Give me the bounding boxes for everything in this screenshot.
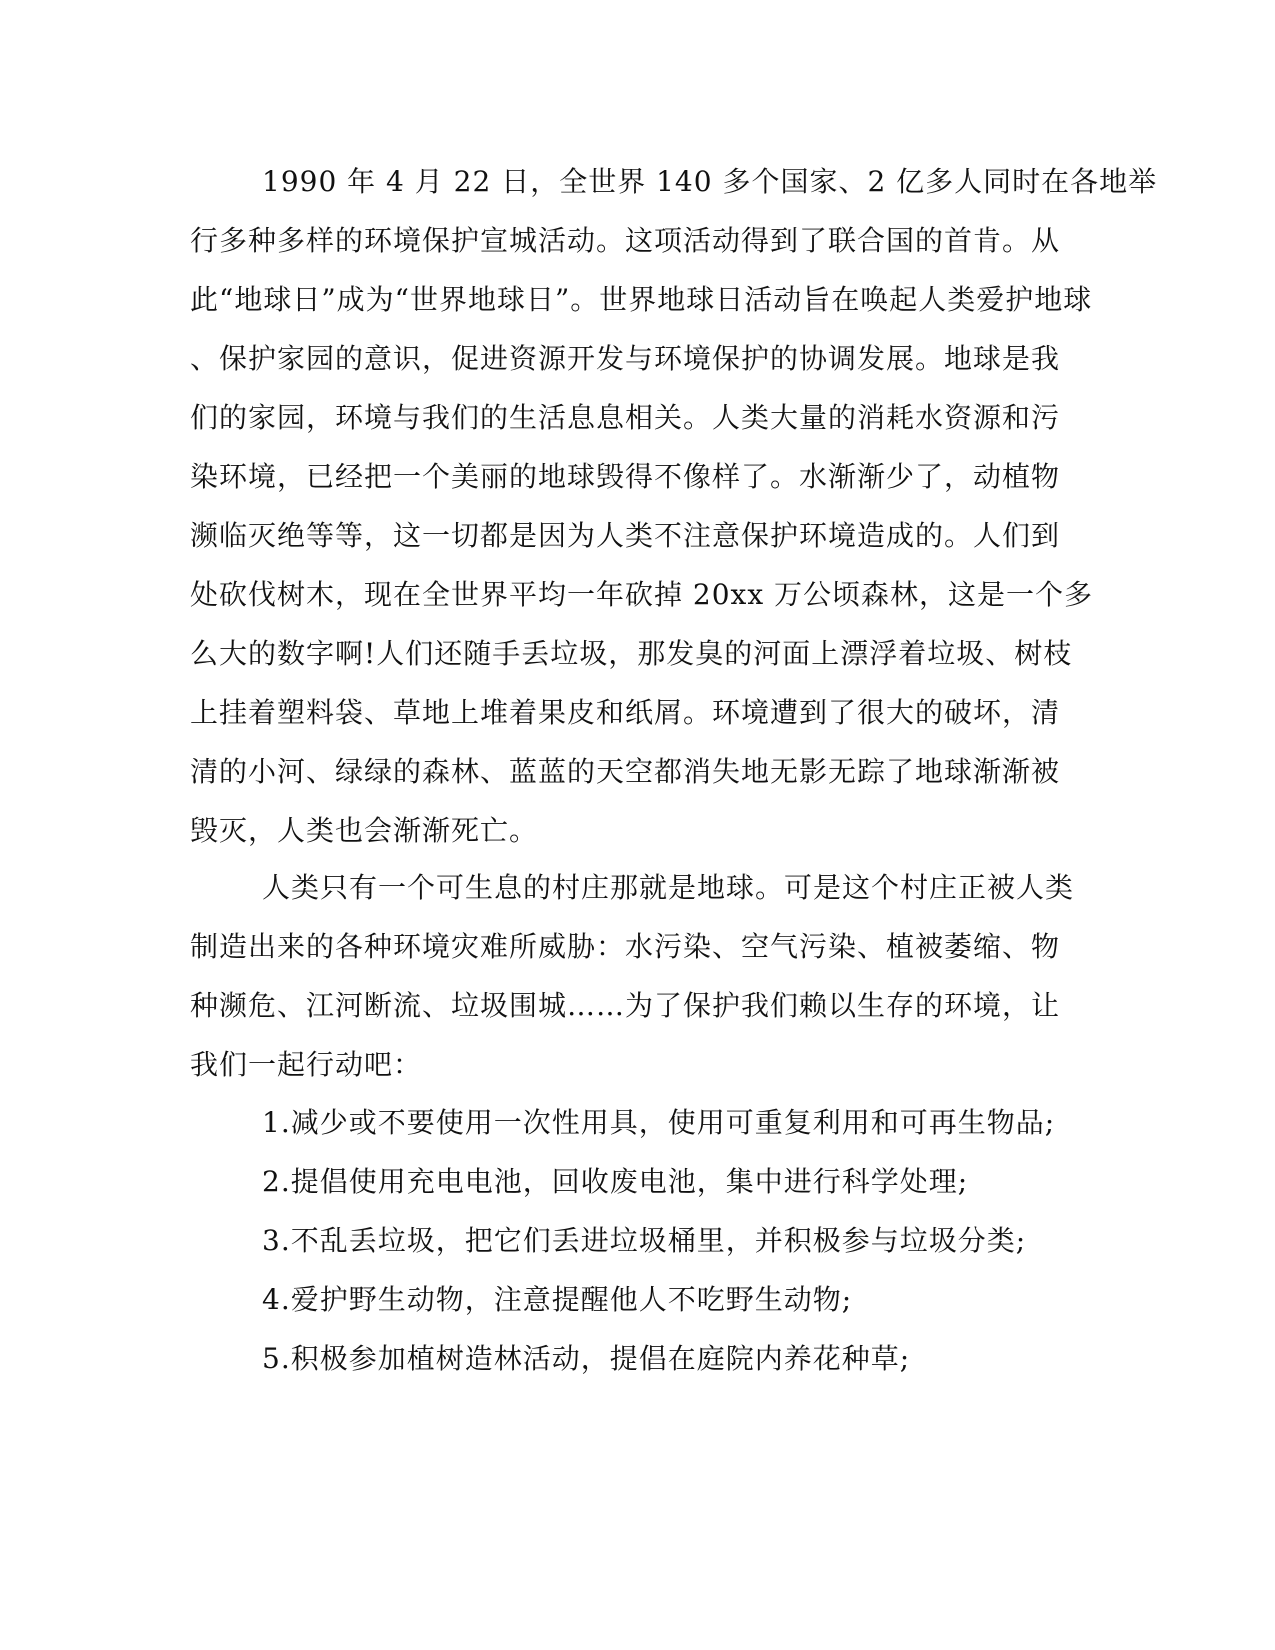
paragraph-line: 染环境，已经把一个美丽的地球毁得不像样了。水渐渐少了，动植物 <box>190 460 1061 493</box>
paragraph-line: 1990 年 4 月 22 日，全世界 140 多个国家、2 亿多人同时在各地举 <box>262 165 1158 198</box>
list-item: 4.爱护野生动物，注意提醒他人不吃野生动物; <box>262 1283 853 1316</box>
paragraph-line: 毁灭，人类也会渐渐死亡。 <box>190 814 539 847</box>
paragraph-line: 濒临灭绝等等，这一切都是因为人类不注意保护环境造成的。人们到 <box>190 519 1061 552</box>
paragraph-line: 们的家园，环境与我们的生活息息相关。人类大量的消耗水资源和污 <box>190 401 1061 434</box>
list-item: 2.提倡使用充电电池，回收废电池，集中进行科学处理; <box>262 1165 969 1198</box>
paragraph-line: 种濒危、江河断流、垃圾围城……为了保护我们赖以生存的环境，让 <box>190 989 1061 1022</box>
paragraph-line: 处砍伐树木，现在全世界平均一年砍掉 20xx 万公顷森林，这是一个多 <box>190 578 1094 611</box>
paragraph-line: 上挂着塑料袋、草地上堆着果皮和纸屑。环境遭到了很大的破坏，清 <box>190 696 1061 729</box>
paragraph-line: 清的小河、绿绿的森林、蓝蓝的天空都消失地无影无踪了地球渐渐被 <box>190 755 1061 788</box>
paragraph-line: 行多种多样的环境保护宣城活动。这项活动得到了联合国的首肯。从 <box>190 224 1061 257</box>
paragraph-line: 人类只有一个可生息的村庄那就是地球。可是这个村庄正被人类 <box>262 871 1075 904</box>
paragraph-line: 此“地球日”成为“世界地球日”。世界地球日活动旨在唤起人类爱护地球 <box>190 283 1093 316</box>
paragraph-line: 、保护家园的意识，促进资源开发与环境保护的协调发展。地球是我 <box>190 342 1061 375</box>
list-item: 3.不乱丢垃圾，把它们丢进垃圾桶里，并积极参与垃圾分类; <box>262 1224 1027 1257</box>
paragraph-line: 么大的数字啊!人们还随手丢垃圾，那发臭的河面上漂浮着垃圾、树枝 <box>190 637 1073 670</box>
paragraph-line: 我们一起行动吧： <box>190 1048 423 1081</box>
paragraph-line: 制造出来的各种环境灾难所威胁：水污染、空气污染、植被萎缩、物 <box>190 930 1061 963</box>
list-item: 5.积极参加植树造林活动，提倡在庭院内养花种草; <box>262 1342 911 1375</box>
list-item: 1.减少或不要使用一次性用具，使用可重复利用和可再生物品; <box>262 1106 1056 1139</box>
